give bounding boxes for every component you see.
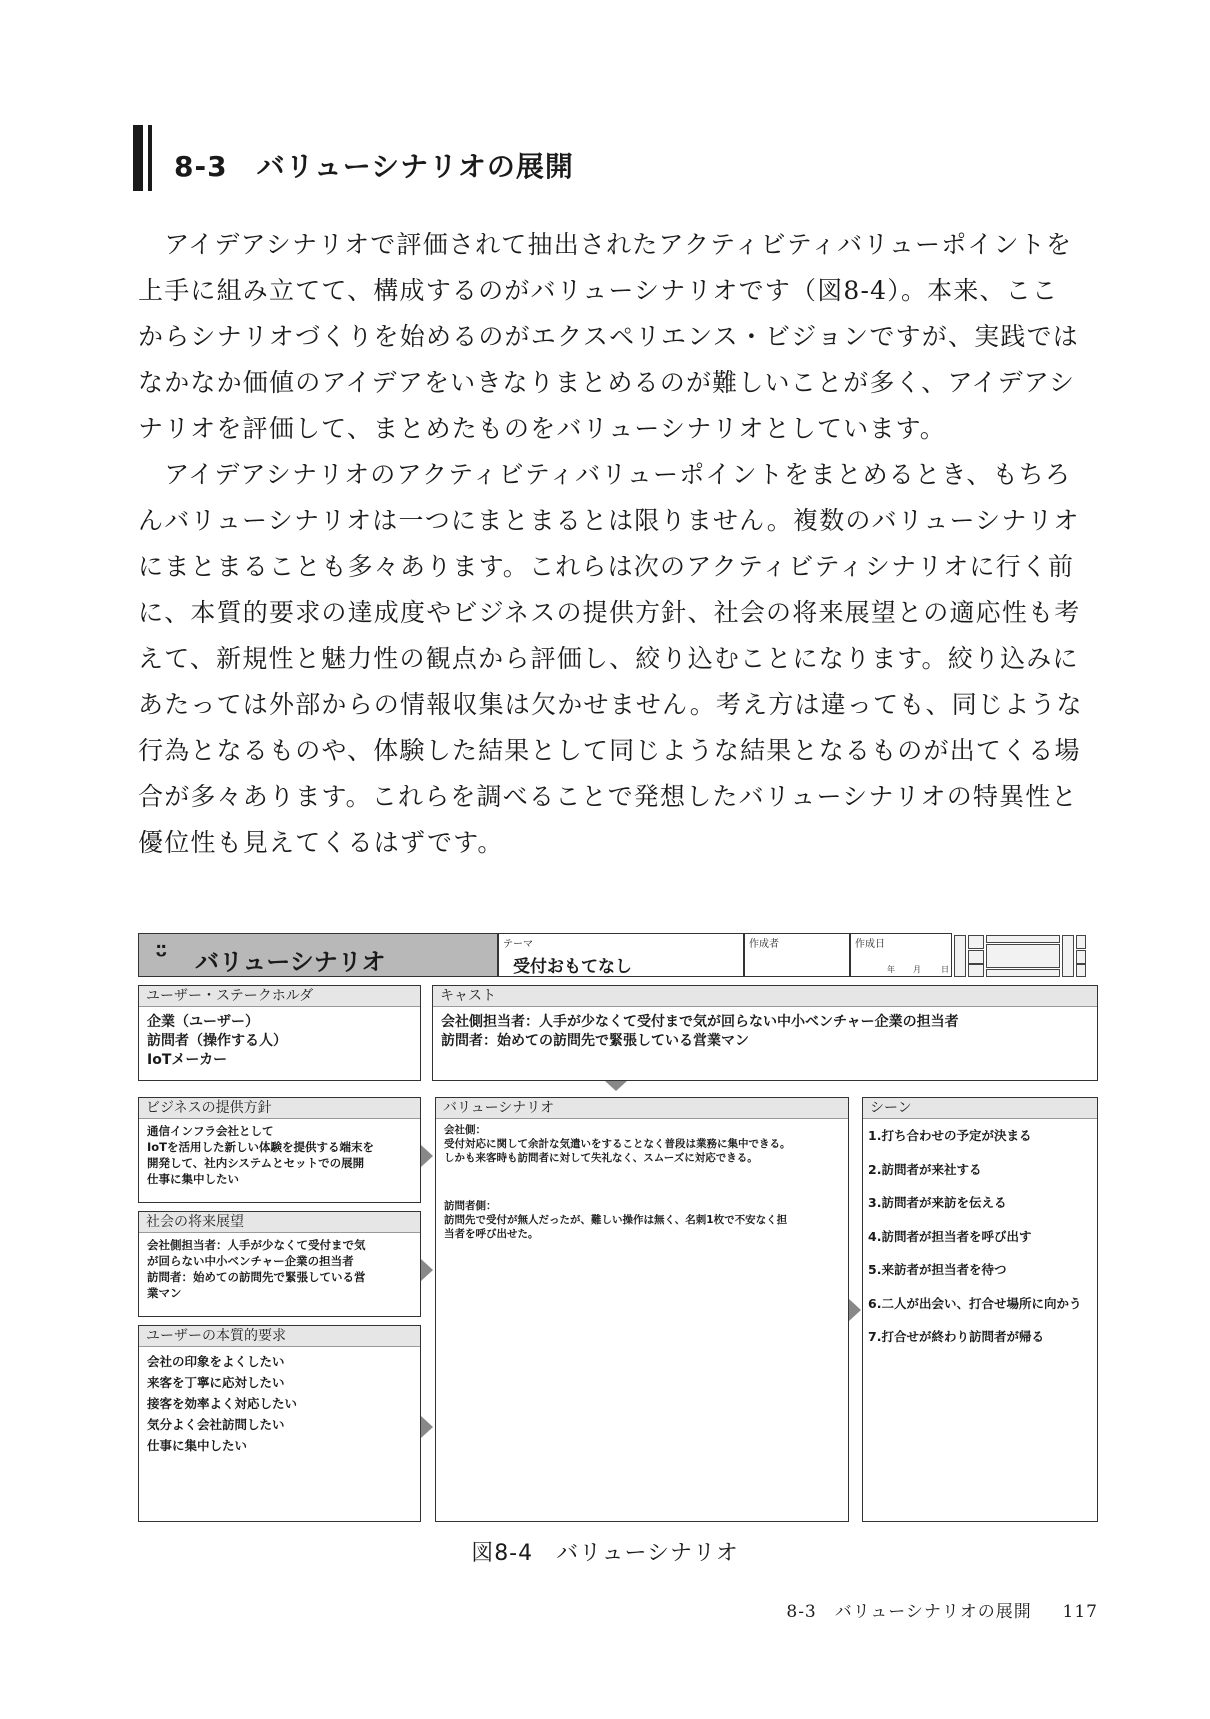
company-line: 受付対応に関して余計な気遣いをすることなく普段は業務に集中できる。 [444,1138,791,1150]
cast-content [433,1007,1097,1057]
person-icon [968,964,984,977]
society-line: 業マン [147,1286,182,1300]
society-line: が回らない中小ベンチャー企業の担当者 [147,1254,354,1268]
figure-title: バリューシナリオ [195,948,386,976]
business-box [138,1097,421,1203]
body-line: 上手に組み立てて、構成するのがバリューシナリオです（図8-4）。本来、ここ [138,276,1059,305]
level-bar-icon [986,935,1060,943]
cast-box [432,985,1098,1081]
stakeholders-header: ユーザー・ステークホルダ [139,986,420,1007]
value-scenario-content [436,1119,848,1245]
requirement-line: 来客を丁寧に応対したい [147,1375,285,1390]
body-line: からシナリオづくりを始めるのがエクスペリエンス・ビジョンですが、実践では [138,322,1079,351]
body-line: あたっては外部からの情報収集は欠かせません。考え方は違っても、同じような [138,690,1083,719]
business-line: IoTを活用した新しい体験を提供する端末を [147,1140,375,1154]
arrow-right-icon [849,1299,861,1321]
stakeholder-line: IoTメーカー [147,1052,228,1068]
business-line: 仕事に集中したい [147,1172,239,1186]
body-line: んバリューシナリオは一つにまとまるとは限りません。複数のバリューシナリオ [138,506,1080,535]
scene-item: 7.打合せが終わり訪問者が帰る [868,1329,1044,1344]
body-line: に、本質的要求の達成度やビジネスの提供方針、社会の将来展望との適応性も考 [138,598,1081,627]
date-month: 月 [913,965,921,974]
requirements-box [138,1325,421,1522]
stakeholder-line: 企業（ユーザー） [147,1014,259,1030]
requirement-line: 会社の印象をよくしたい [147,1354,285,1369]
stakeholders-content [139,1007,420,1076]
arrow-right-icon [421,1145,433,1167]
mini-square-icon [1076,935,1086,949]
body-line: えて、新規性と魅力性の観点から評価し、絞り込むことになります。絞り込みに [138,644,1079,673]
theme-label: テーマ [503,939,533,950]
requirements-content [139,1347,420,1460]
scenes-list [863,1119,1097,1358]
business-header: ビジネスの提供方針 [139,1098,420,1119]
scene-item: 4.訪問者が担当者を呼び出す [868,1228,1032,1244]
figure-caption [0,1536,1210,1567]
mini-square-icon [1076,950,1086,964]
cast-header: キャスト [433,986,1097,1007]
author-label: 作成者 [749,939,779,950]
page-number: 117 [1062,1602,1098,1622]
body-line: なかなか価値のアイデアをいきなりまとめるのが難しいことが多く、アイデアシ [138,368,1076,397]
scene-item: 5.来訪者が担当者を待つ [868,1262,1007,1277]
value-scenario-header: バリューシナリオ [436,1098,848,1119]
figure-title-bar [138,933,498,977]
date-year: 年 [887,965,895,974]
date-label: 作成日 [855,939,885,950]
visitor-line: 訪問先で受付が無人だったが、難しい操作は無く、名刺1枚で不安なく担 [444,1214,788,1226]
scene-item: 3.訪問者が来訪を伝える [868,1195,1007,1210]
society-content [139,1233,420,1305]
company-line: しかも来客時も訪問者に対して失礼なく、スムーズに対応できる。 [444,1152,758,1164]
figure-caption-text: 図8-4 バリューシナリオ [471,1541,739,1566]
society-line: 訪問者：始めての訪問先で緊張している営 [147,1270,366,1284]
stakeholder-line: 訪問者（操作する人） [147,1033,287,1049]
requirement-line: 仕事に集中したい [147,1438,248,1453]
arrow-down-icon [605,1081,627,1091]
stakeholders-box [138,985,421,1081]
society-box [138,1211,421,1317]
heading-bar-thin-icon [148,125,152,191]
scene-item: 2.訪問者が来社する [868,1161,982,1177]
visitor-line: 当者を呼び出せた。 [444,1228,539,1240]
cast-line: 訪問者：始めての訪問先で緊張している営業マン [441,1033,749,1049]
date-day: 日 [941,965,949,974]
scenario-layers-icon [986,944,1060,968]
heading-bar-icon [133,125,143,191]
body-line: 行為となるものや、体験した結果として同じような結果となるものが出てくる場 [138,736,1081,765]
body-line: 優位性も見えてくるはずです。 [138,828,504,857]
society-header: 社会の将来展望 [139,1212,420,1233]
body-text [138,222,1098,866]
requirement-line: 気分よく会社訪問したい [147,1417,285,1432]
requirement-line: 接客を効率よく対応したい [147,1396,298,1411]
arrow-right-icon [421,1259,433,1281]
body-line: アイデアシナリオで評価されて抽出されたアクティビティバリューポイントを [138,230,1073,259]
side-bar-icon [1062,935,1074,977]
footer-section: 8-3 バリューシナリオの展開 [786,1602,1032,1622]
theme-field [498,933,744,977]
scene-item: 1.打ち合わせの予定が決まる [868,1128,1032,1143]
page-footer [786,1597,1098,1622]
visitor-label: 訪問者側： [444,1200,497,1212]
smiley-icon: ᵕ̈ [155,942,168,972]
requirements-header: ユーザーの本質的要求 [139,1326,420,1347]
business-line: 開発して、社内システムとセットでの展開 [147,1156,365,1170]
section-title: 8-3 バリューシナリオの展開 [174,150,574,183]
body-line: ナリオを評価して、まとめたものをバリューシナリオとしています。 [138,414,946,443]
flag-icon [954,935,966,977]
author-field [744,933,850,977]
body-line: アイデアシナリオのアクティビティバリューポイントをまとめるとき、もちろ [138,460,1072,489]
check-icon [968,950,984,964]
company-label: 会社側： [444,1124,486,1136]
scenes-header: シーン [863,1098,1097,1119]
value-scenario-box [435,1097,849,1522]
body-line: にまとまることも多々あります。これらは次のアクティビティシナリオに行く前 [138,552,1075,581]
mini-square-icon [1076,964,1086,977]
body-line: 合が多々あります。これらを調べることで発想したバリューシナリオの特異性と [138,782,1078,811]
business-content [139,1119,420,1191]
value-scenario-figure [138,933,1098,1523]
cast-line: 会社側担当者：人手が少なくて受付まで気が回らない中小ベンチャー企業の担当者 [441,1014,959,1030]
phase-icons [952,933,1098,977]
theme-value: 受付おもてなし [513,957,632,977]
date-field [850,933,952,977]
business-line: 通信インフラ会社として [147,1124,274,1138]
society-line: 会社側担当者：人手が少なくて受付まで気 [147,1238,366,1252]
level-bar-icon [986,969,1060,977]
scenes-box [862,1097,1098,1522]
arrow-right-icon [421,1416,433,1438]
heart-icon [968,935,984,949]
scene-item: 6.二人が出会い、打合せ場所に向かう [868,1295,1082,1311]
